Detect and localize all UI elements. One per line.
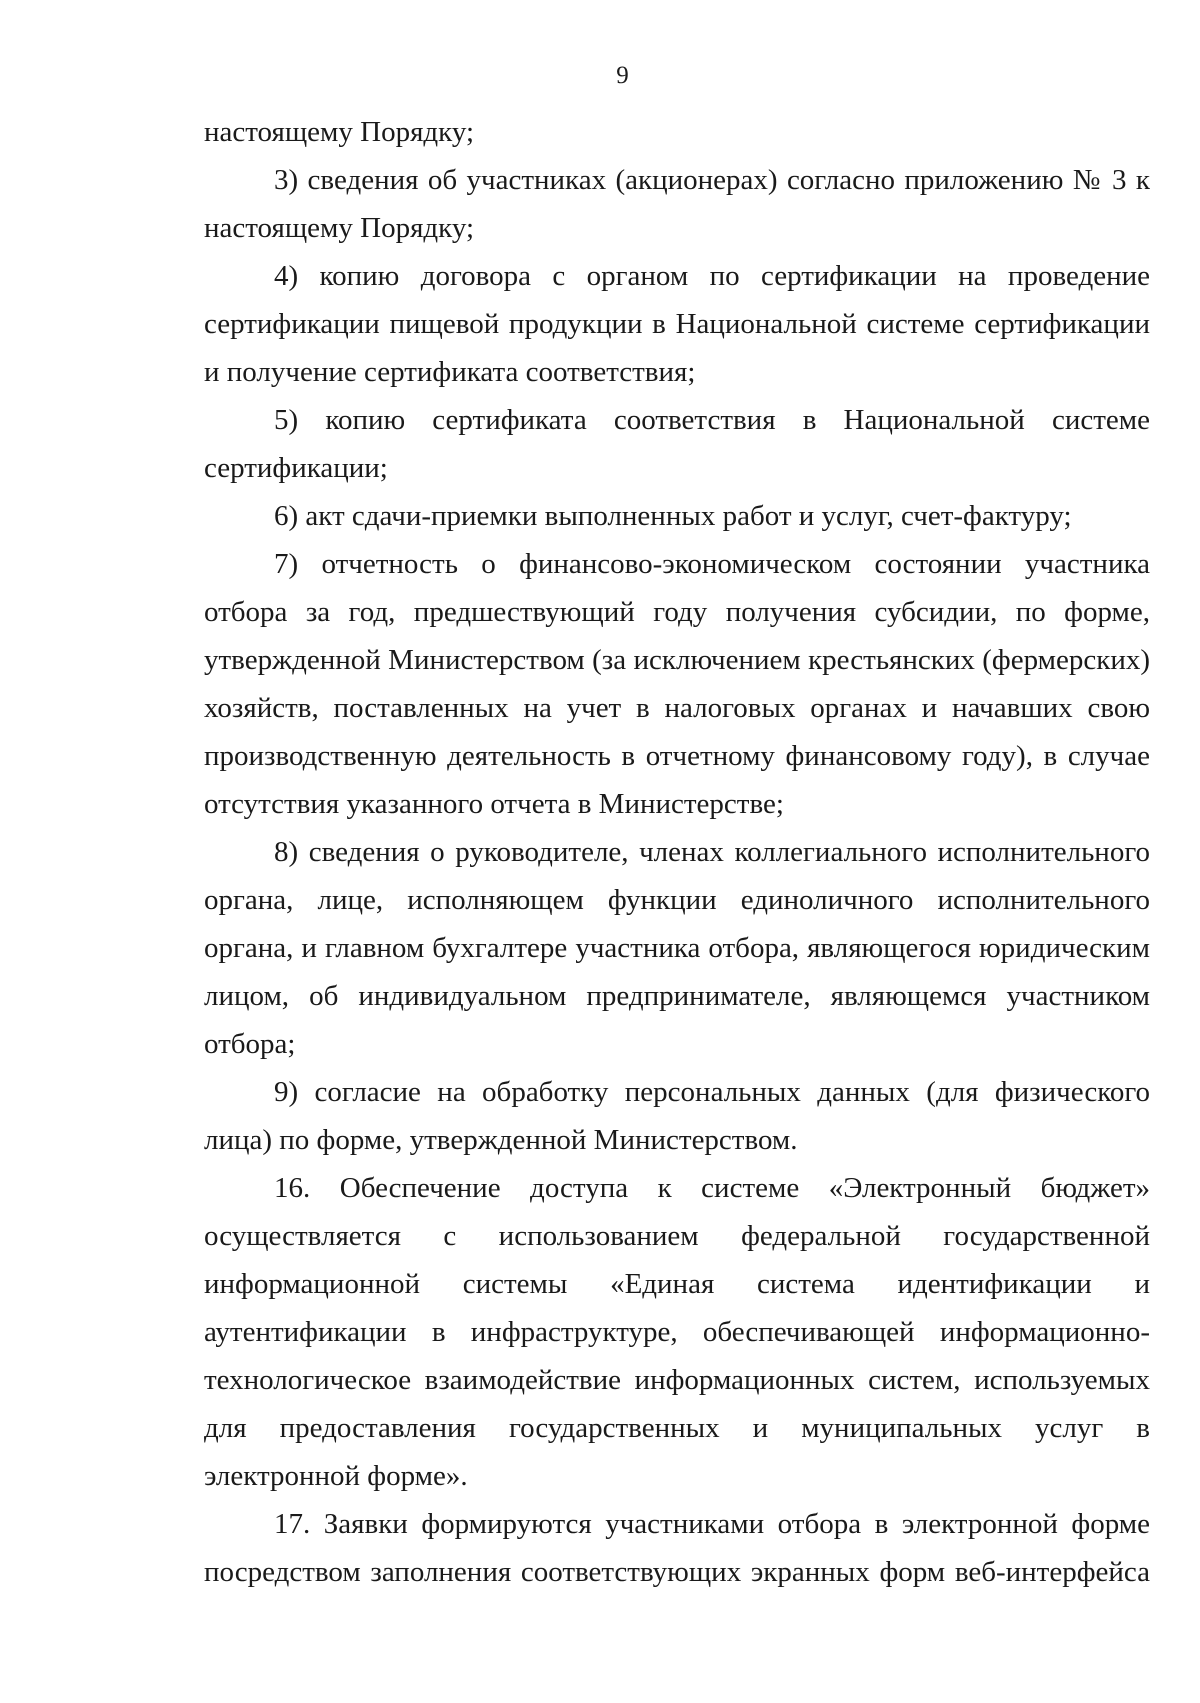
paragraph: 4) копию договора с органом по сертификации на проведение сертификации пищевой продукции в Национальной системе сертификации и получение сертификата соответствия; <box>204 260 1150 388</box>
paragraph: 16. Обеспечение доступа к системе «Электронный бюджет» осуществляется с использованием федеральной государственной информационной системы «Единая система идентификации и аутентификации в инфраструктуре, обеспечивающей информационно-технологическое взаимодействие информационных систем, используемых для предоставления государственных и муниципальных услуг в электронной форме». <box>204 1172 1150 1492</box>
paragraph: 17. Заявки формируются участниками отбора в электронной форме посредством заполнения соответствующих экранных форм веб-интерфейса <box>204 1508 1150 1588</box>
paragraph: 5) копию сертификата соответствия в Национальной системе сертификации; <box>204 404 1150 484</box>
paragraph: 8) сведения о руководителе, членах коллегиального исполнительного органа, лице, исполняющем функции единоличного исполнительного органа, и главном бухгалтере участника отбора, являющегося юридическим лицом, об индивидуальном предпринимателе, являющемся участником отбора; <box>204 836 1150 1060</box>
paragraph: 6) акт сдачи-приемки выполненных работ и услуг, счет-фактуру; <box>274 500 1072 532</box>
paragraph: 3) сведения об участниках (акционерах) согласно приложению № 3 к настоящему Порядку; <box>204 164 1150 244</box>
page-number: 9 <box>616 62 629 89</box>
paragraph: 9) согласие на обработку персональных данных (для физического лица) по форме, утвержденной Министерством. <box>204 1076 1150 1156</box>
document-body <box>204 108 1150 1596</box>
paragraph: настоящему Порядку; <box>204 116 475 148</box>
paragraph: 7) отчетность о финансово-экономическом состоянии участника отбора за год, предшествующий году получения субсидии, по форме, утвержденной Министерством (за исключением крестьянских (фермерских) хозяйств, поставленных на учет в налоговых органах и начавших свою производственную деятельность в отчетному финансовому году), в случае отсутствия указанного отчета в Министерстве; <box>204 548 1150 820</box>
